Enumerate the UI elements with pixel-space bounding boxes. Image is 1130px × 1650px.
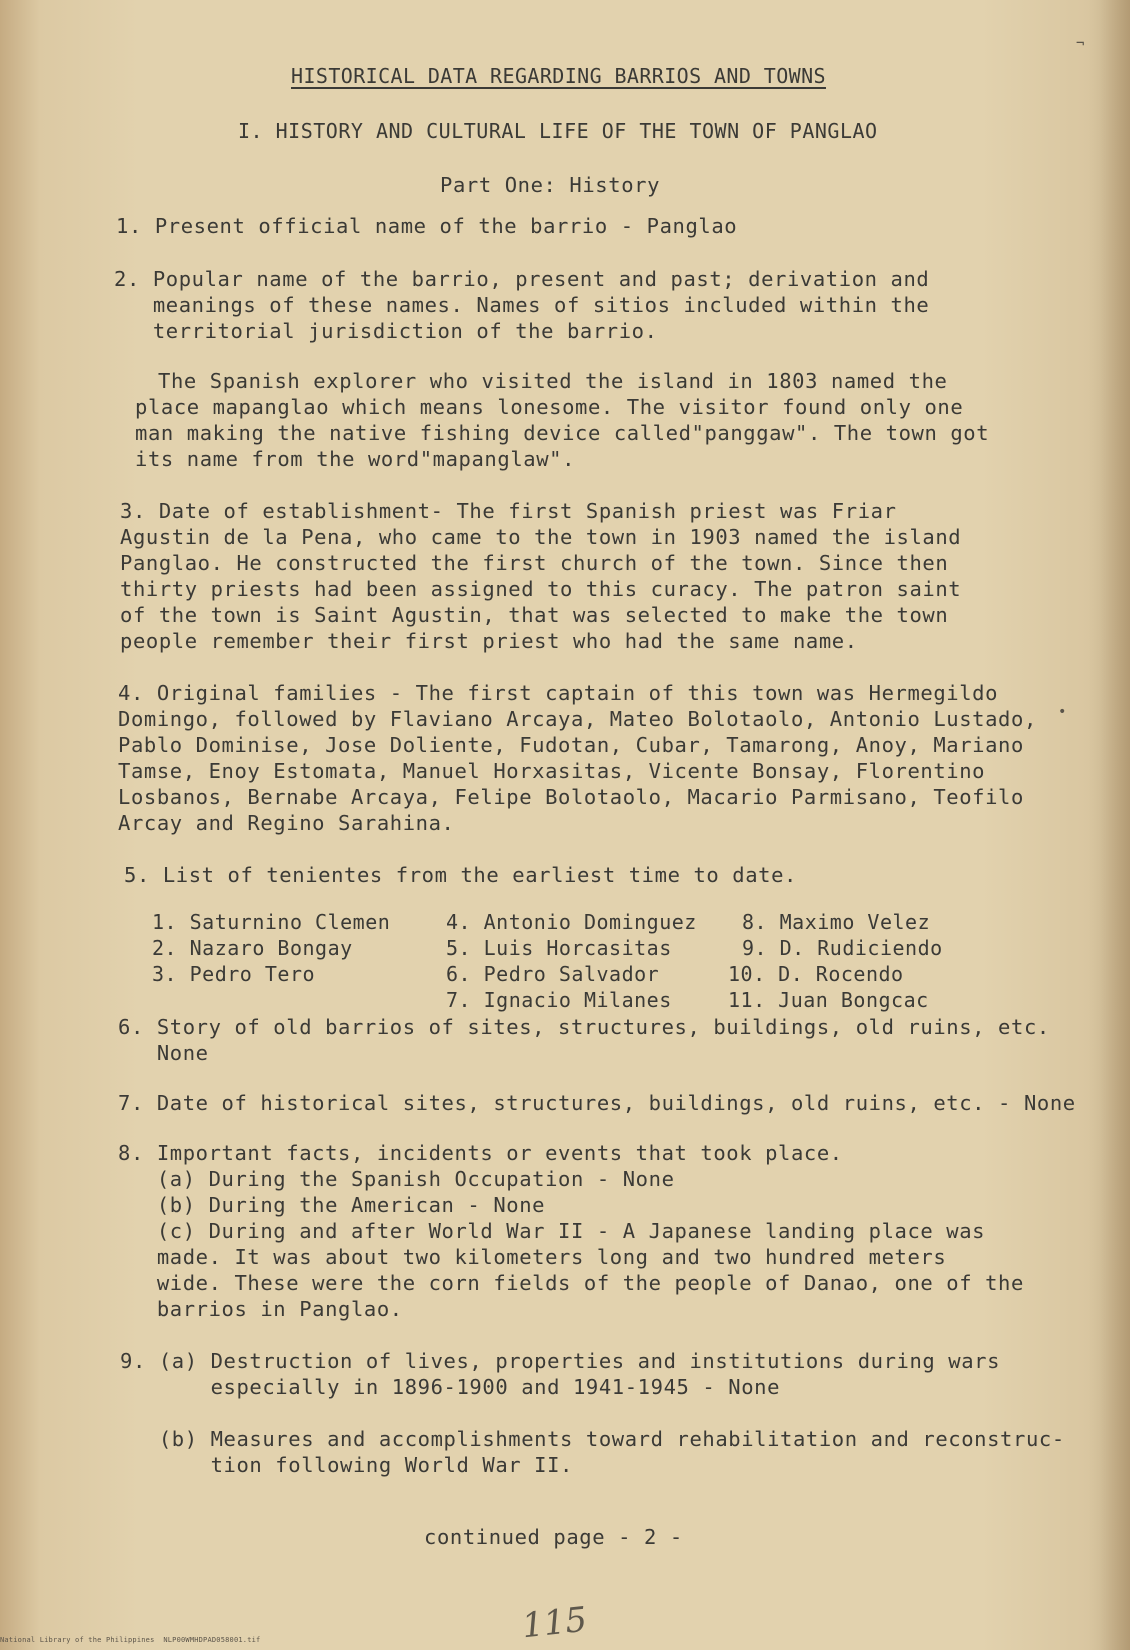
text-line: (a) During the Spanish Occupation - None (118, 1167, 675, 1191)
teniente-item: 10. D. Rocendo (728, 962, 904, 986)
teniente-item: 7. Ignacio Milanes (446, 988, 672, 1012)
text-line: people remember their first priest who had the same name. (120, 629, 858, 653)
teniente-item: 3. Pedro Tero (152, 962, 316, 986)
text-line: (c) During and after World War II - A Japanese landing place was (118, 1219, 986, 1243)
text-line: 9. (a) Destruction of lives, properties and institutions during wars (120, 1349, 1001, 1373)
text-line: Pablo Dominise, Jose Doliente, Fudotan, Cubar, Tamarong, Anoy, Mariano (118, 733, 1024, 757)
continued-note: continued page - 2 - (424, 1525, 683, 1549)
text-line: (b) During the American - None (118, 1193, 546, 1217)
text-line: Domingo, followed by Flaviano Arcaya, Mateo Bolotaolo, Antonio Lustado, (118, 707, 1037, 731)
text-line: 2. Popular name of the barrio, present and past; derivation and (114, 267, 930, 291)
teniente-item: 4. Antonio Dominguez (446, 910, 697, 934)
text-line: place mapanglao which means lonesome. The visitor found only one (135, 395, 964, 419)
scan-footer: National Library of the Philippines NLP00WMHDPAD058001.tif (0, 1636, 261, 1644)
teniente-item: 8. Maximo Velez (742, 910, 931, 934)
text-line: (b) Measures and accomplishments toward rehabilitation and reconstruc- (120, 1427, 1065, 1451)
teniente-item: 2. Nazaro Bongay (152, 936, 353, 960)
text-line: made. It was about two kilometers long and two hundred meters (118, 1245, 947, 1269)
text-line: territorial jurisdiction of the barrio. (114, 319, 658, 343)
document-title: HISTORICAL DATA REGARDING BARRIOS AND TOWNS (291, 64, 826, 88)
text-line: of the town is Saint Agustin, that was selected to make the town (120, 603, 949, 627)
text-line: 1. Present official name of the barrio - Panglao (116, 214, 738, 238)
teniente-item: 5. Luis Horcasitas (446, 936, 672, 960)
text-line: wide. These were the corn fields of the people of Danao, one of the (118, 1271, 1024, 1295)
text-line: man making the native fishing device called"panggaw". The town got (135, 421, 990, 445)
text-line: None (118, 1041, 209, 1065)
dot-mark-icon: • (1058, 704, 1067, 720)
handwritten-page-number: 115 (520, 1599, 589, 1647)
text-line: 7. Date of historical sites, structures, buildings, old ruins, etc. - None (118, 1091, 1076, 1115)
document-subtitle: I. HISTORY AND CULTURAL LIFE OF THE TOWN OF PANGLAO (238, 119, 878, 143)
text-line: its name from the word"mapanglaw". (135, 447, 576, 471)
text-line: barrios in Panglao. (118, 1297, 403, 1321)
text-line: Losbanos, Bernabe Arcaya, Felipe Bolotaolo, Macario Parmisano, Teofilo (118, 785, 1024, 809)
text-line: Tamse, Enoy Estomata, Manuel Horxasitas, Vicente Bonsay, Florentino (118, 759, 986, 783)
text-line: especially in 1896-1900 and 1941-1945 - None (120, 1375, 781, 1399)
text-line: Panglao. He constructed the first church of the town. Since then (120, 551, 949, 575)
text-line: thirty priests had been assigned to this curacy. The patron saint (120, 577, 962, 601)
text-line: meanings of these names. Names of sitios included within the (114, 293, 930, 317)
teniente-item: 1. Saturnino Clemen (152, 910, 391, 934)
text-line: 5. List of tenientes from the earliest time to date. (124, 863, 797, 887)
text-line: Arcay and Regino Sarahina. (118, 811, 455, 835)
text-line: Agustin de la Pena, who came to the town in 1903 named the island (120, 525, 962, 549)
teniente-item: 11. Juan Bongcac (728, 988, 929, 1012)
text-line: tion following World War II. (120, 1453, 573, 1477)
part-title: Part One: History (440, 173, 661, 197)
text-line: 3. Date of establishment- The first Spanish priest was Friar (120, 499, 897, 523)
page-edge-shadow (1088, 0, 1130, 1650)
teniente-item: 6. Pedro Salvador (446, 962, 660, 986)
text-line: 6. Story of old barrios of sites, structures, buildings, old ruins, etc. (118, 1015, 1050, 1039)
text-line: 4. Original families - The first captain of this town was Hermegildo (118, 681, 999, 705)
stray-mark-icon: ¬ (1076, 36, 1085, 52)
teniente-item: 9. D. Rudiciendo (742, 936, 943, 960)
text-line: The Spanish explorer who visited the island in 1803 named the (158, 369, 948, 393)
text-line: 8. Important facts, incidents or events that took place. (118, 1141, 843, 1165)
